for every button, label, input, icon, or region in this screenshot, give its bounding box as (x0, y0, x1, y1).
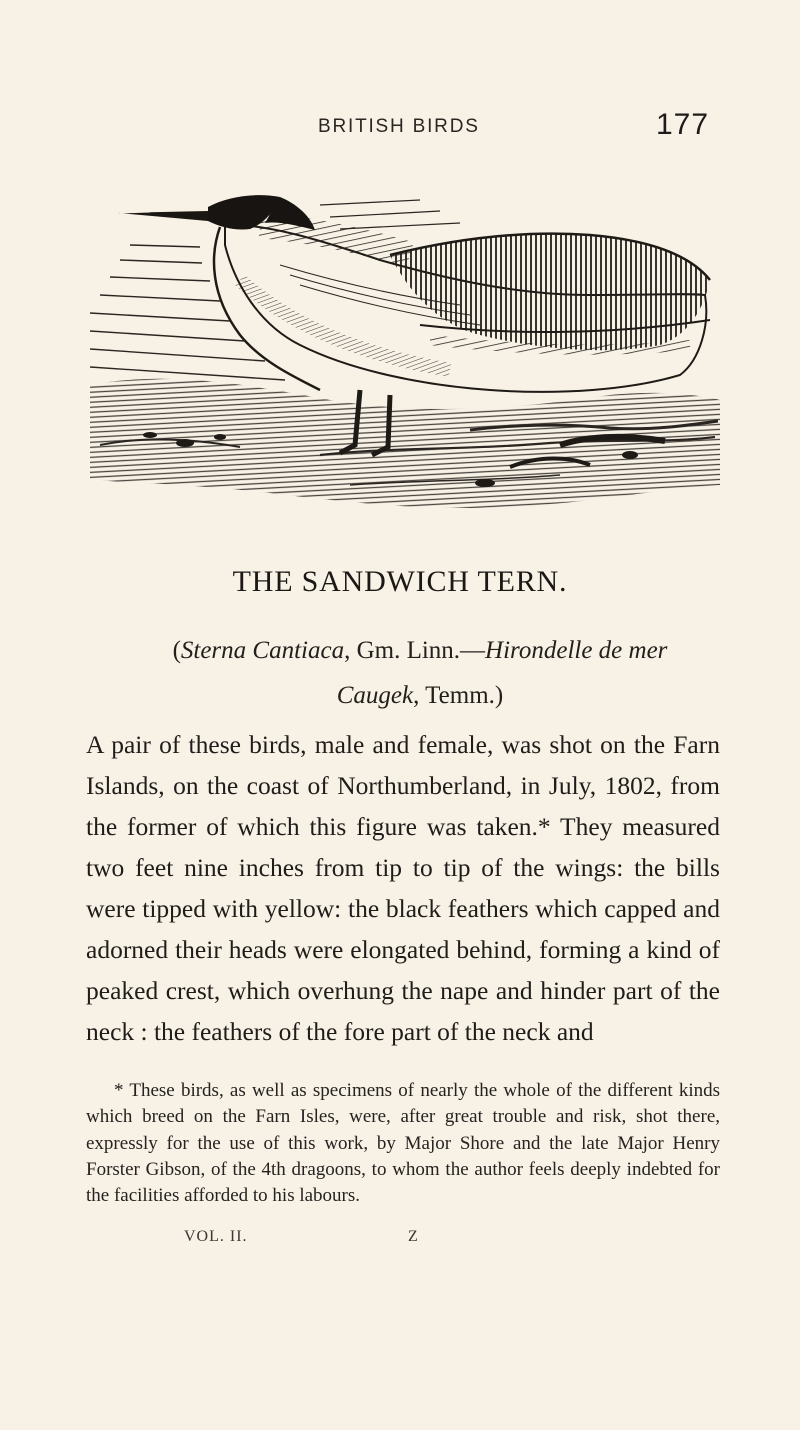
latin-name: Sterna Cantiaca (180, 637, 345, 664)
page-header (0, 108, 800, 148)
page-number: 177 (656, 108, 710, 141)
authority-linnaeus: , Gm. Linn.— (344, 637, 486, 664)
signature-mark: Z (408, 1228, 419, 1245)
signature-line (0, 1228, 800, 1258)
footnote (86, 1078, 720, 1209)
subtitle-open-paren: ( (172, 637, 181, 664)
running-head: BRITISH BIRDS (318, 116, 480, 137)
article-title: THE SANDWICH TERN. (232, 565, 568, 598)
french-name: Hirondelle de mer (485, 637, 668, 664)
volume-mark: VOL. II. (184, 1228, 248, 1245)
scientific-name-subtitle (118, 628, 722, 718)
tern-woodcut-illustration (90, 185, 720, 530)
authority-temminck: , Temm.) (413, 682, 504, 709)
body-paragraph: A pair of these birds, male and female, was shot on the Farn Islands, on the coast of Northumberland, in July, 1802, from the former of which this figure was taken.* They measured two feet nine inches from tip to tip of the wings: the bills were tipped with yellow: the black feathers which capped and adorned their heads were elongated behind, forming a kind of peaked crest, which overhung the nape and hinder part of the neck : the feathers of the fore part of the neck and (86, 730, 720, 1046)
footnote-text: * These birds, as well as specimens of nearly the whole of the different kinds which breed on the Farn Isles, were, after great trouble and risk, shot there, expressly for the use of this work, by Major Shore and the late Major Henry Forster Gibson, of the 4th dragoons, to whom the author feels deeply indebted for the facilities afforded to his labours. (86, 1080, 720, 1207)
french-name-caugek: Caugek (336, 682, 414, 709)
